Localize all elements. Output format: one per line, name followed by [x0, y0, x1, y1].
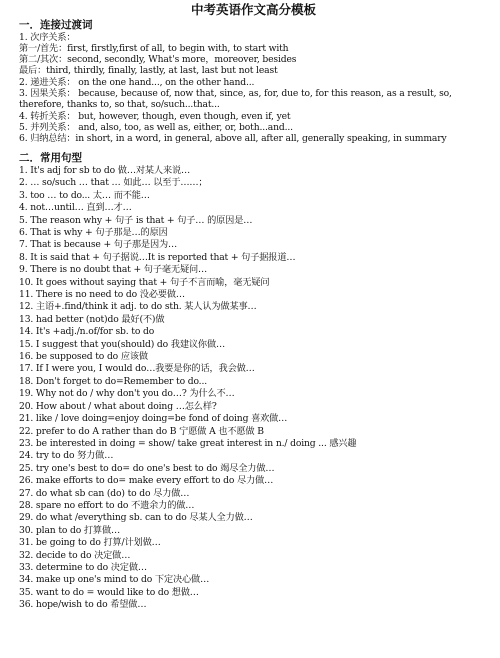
text-line: 17. If I were you, I would do…我要是你的话，我会做…	[19, 363, 255, 375]
text-line: 21. like / love doing=enjoy doing=be fond of doing 喜欢做…	[19, 413, 288, 425]
text-line: 25. try one's best to do= do one's best to do 竭尽全力做…	[19, 462, 275, 474]
text-line: therefore, thanks to, so that, so/such...that...	[19, 99, 220, 111]
text-line: 1. 次序关系：	[19, 31, 76, 43]
text-line: 10. It goes without saying that + 句子不言而喻，毫无疑问	[19, 276, 270, 288]
text-line: 最后：third, thirdly, finally, lastly, at last, last but not least	[19, 65, 278, 77]
section-heading-sentence-patterns: 二．常用句型	[19, 152, 82, 165]
page-title: 中考英语作文高分模板	[190, 2, 316, 17]
text-line: 15. I suggest that you(should) do 我建议你做…	[19, 338, 226, 350]
section-connectives	[19, 19, 488, 144]
text-line: 5. The reason why + 句子 is that + 句子… 的原因是…	[19, 214, 253, 226]
text-line: 8. It is said that + 句子据说…It is reported that + 句子据报道…	[19, 251, 296, 263]
text-line: 12. 主语+.find/think it adj. to do sth. 某人认为做某事…	[19, 301, 257, 313]
text-line: 16. be supposed to do 应该做	[19, 351, 148, 363]
text-line: 30. plan to do 打算做…	[19, 524, 121, 536]
section-sentence-patterns	[19, 152, 488, 611]
text-line: 18. Don't forget to do=Remember to do...	[19, 375, 207, 387]
text-line: 4. 转折关系： but, however, though, even though, even if, yet	[19, 110, 291, 122]
text-line: 6. 归纳总结：in short, in a word, in general, above all, after all, generally speaking, in summary	[19, 133, 447, 145]
text-line: 20. How about / what about doing …怎么样?	[19, 400, 217, 412]
text-line: 3. too … to do... 太… 而不能…	[19, 189, 150, 201]
section-gap	[19, 144, 488, 152]
text-line: 32. decide to do 决定做…	[19, 549, 131, 561]
text-line: 3. 因果关系： because, because of, now that, since, as, for, due to, for this reason, as a result, so,	[19, 87, 452, 99]
text-line: 11. There is no need to do 没必要做…	[19, 289, 185, 301]
text-line: 29. do what /everything sb. can to do 尽某人全力做…	[19, 512, 253, 524]
text-line: 1. It's adj for sb to do 做…对某人来说…	[19, 164, 191, 176]
section-heading-connectives: 一．连接过渡词	[19, 19, 93, 31]
text-line: 36. hope/wish to do 希望做…	[19, 599, 147, 611]
text-line: 2. … so/such … that … 如此… 以至于……；	[19, 177, 208, 189]
text-line: 5. 并列关系： and, also, too, as well as, either, or, both...and...	[19, 121, 293, 133]
text-line: 第二/其次：second, secondly, What's more，moreover, besides	[19, 54, 297, 66]
text-line: 34. make up one's mind to do 下定决心做…	[19, 574, 210, 586]
text-line: 9. There is no doubt that + 句子毫无疑问…	[19, 264, 208, 276]
text-line: 2. 递进关系： on the one hand..., on the other hand...	[19, 76, 255, 88]
text-line: 6. That is why + 句子那是…的原因	[19, 227, 168, 238]
text-line: 22. prefer to do A rather than do B 宁愿做 A 也不愿做 B	[19, 425, 264, 437]
text-line: 第一/首先：first, firstly,first of all, to begin with, to start with	[19, 42, 289, 54]
text-line: 14. It's +adj./n.of/for sb. to do	[19, 326, 155, 338]
text-line: 31. be going to do 打算/计划做…	[19, 537, 161, 549]
text-line: 19. Why not do / why don't you do…? 为什么不…	[19, 388, 235, 400]
text-line: 27. do what sb can (do) to do 尽力做…	[19, 487, 190, 499]
text-line: 33. determine to do 决定做…	[19, 561, 147, 573]
text-line: 7. That is because + 句子那是因为…	[19, 239, 178, 251]
text-line: 4. not…until… 直到…才…	[19, 202, 132, 214]
text-line: 24. try to do 努力做…	[19, 450, 114, 462]
text-line: 26. make efforts to do= make every effort to do 尽力做…	[19, 475, 274, 487]
text-line: 28. spare no effort to do 不遗余力的做…	[19, 499, 195, 511]
text-line: 35. want to do = would like to do 想做…	[19, 586, 199, 598]
text-line: 13. had better (not)do 最好(不)做	[19, 313, 165, 325]
text-line: 23. be interested in doing = show/ take great interest in n./ doing ... 感兴趣	[19, 437, 357, 449]
